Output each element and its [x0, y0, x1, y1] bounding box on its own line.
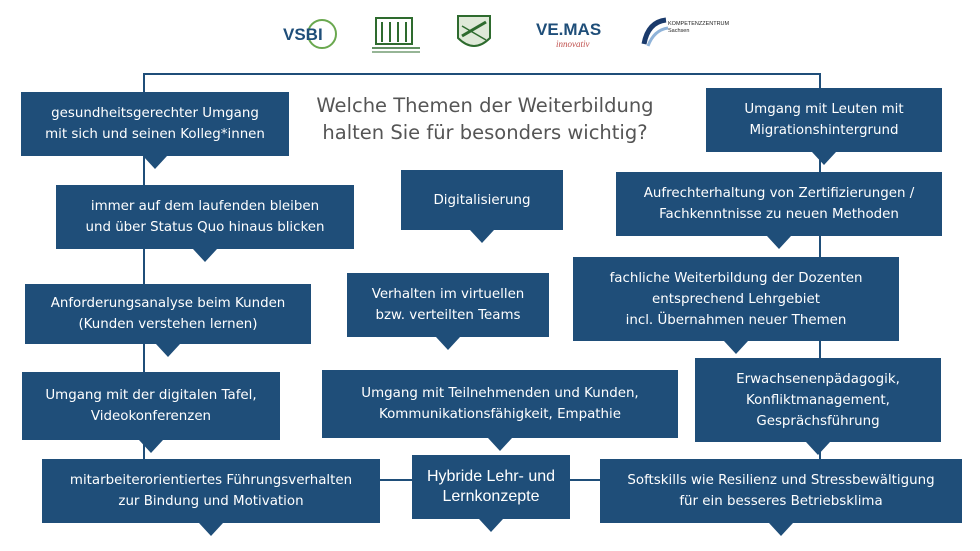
topic-label: Umgang mit Teilnehmenden und Kunden, Kommunikationsfähigkeit, Empathie — [361, 386, 639, 422]
topic-label: gesundheitsgerechter Umgang mit sich und seinen Kolleg*innen — [45, 106, 265, 142]
topic-label: immer auf dem laufenden bleiben und über Status Quo hinaus blicken — [85, 199, 325, 235]
topic-hybride-konzepte — [412, 455, 570, 519]
vemas-logo — [536, 17, 610, 57]
svg-text:VE.MAS: VE.MAS — [536, 20, 602, 39]
topic-gesundheit — [21, 92, 289, 156]
topic-fachliche-weiterbildung — [573, 257, 899, 341]
topic-anforderungsanalyse — [25, 284, 311, 344]
topic-label: Aufrechterhaltung von Zertifizierungen / Fachkenntnisse zu neuen Methoden — [643, 186, 915, 222]
topic-fuehrungsverhalten — [42, 459, 380, 523]
svg-text:Sachsen: Sachsen — [668, 28, 690, 34]
topic-label: Softskills wie Resilienz und Stressbewältigung für ein besseres Betriebsklima — [627, 473, 935, 509]
topic-label: fachliche Weiterbildung der Dozenten entsprechend Lehrgebiet incl. Übernahmen neuer Themen — [609, 270, 863, 328]
topic-label: mitarbeiterorientiertes Führungsverhalten zur Bindung und Motivation — [69, 473, 353, 509]
svg-text:VSBI: VSBI — [283, 25, 323, 44]
diagram-title: Welche Themen der Weiterbildung halten Sie für besonders wichtig? — [316, 94, 654, 144]
topic-label: Erwachsenenpädagogik, Konfliktmanagement, Gesprächsführung — [736, 371, 900, 429]
topic-laufenden — [56, 185, 354, 249]
topic-zertifizierungen — [616, 172, 942, 236]
building-logo — [368, 12, 424, 60]
topic-label: Umgang mit der digitalen Tafel, Videokonferenzen — [45, 388, 257, 424]
crest-logo — [452, 12, 496, 60]
topic-label: Hybride Lehr- und Lernkonzepte — [426, 468, 556, 505]
svg-text:innovativ: innovativ — [556, 39, 590, 49]
topic-erwachsenenpaedagogik — [695, 358, 941, 442]
topic-label: Anforderungsanalyse beim Kunden (Kunden verstehen lernen) — [50, 296, 286, 332]
topic-digitale-tafel — [22, 372, 280, 440]
topic-virtuelle-teams — [347, 273, 549, 337]
topic-label: Verhalten im virtuellen bzw. verteilten Teams — [371, 287, 525, 323]
topic-teilnehmende — [322, 370, 678, 438]
topic-migration — [706, 88, 942, 152]
svg-text:KOMPETENZZENTRUM: KOMPETENZZENTRUM — [668, 21, 730, 27]
topic-softskills — [600, 459, 962, 523]
topic-label: Digitalisierung — [433, 192, 531, 208]
topic-digitalisierung — [401, 170, 563, 230]
topic-label: Umgang mit Leuten mit Migrationshintergrund — [744, 102, 904, 138]
kompetenzzentrum-logo — [640, 14, 730, 56]
vsbi-logo — [282, 14, 338, 56]
